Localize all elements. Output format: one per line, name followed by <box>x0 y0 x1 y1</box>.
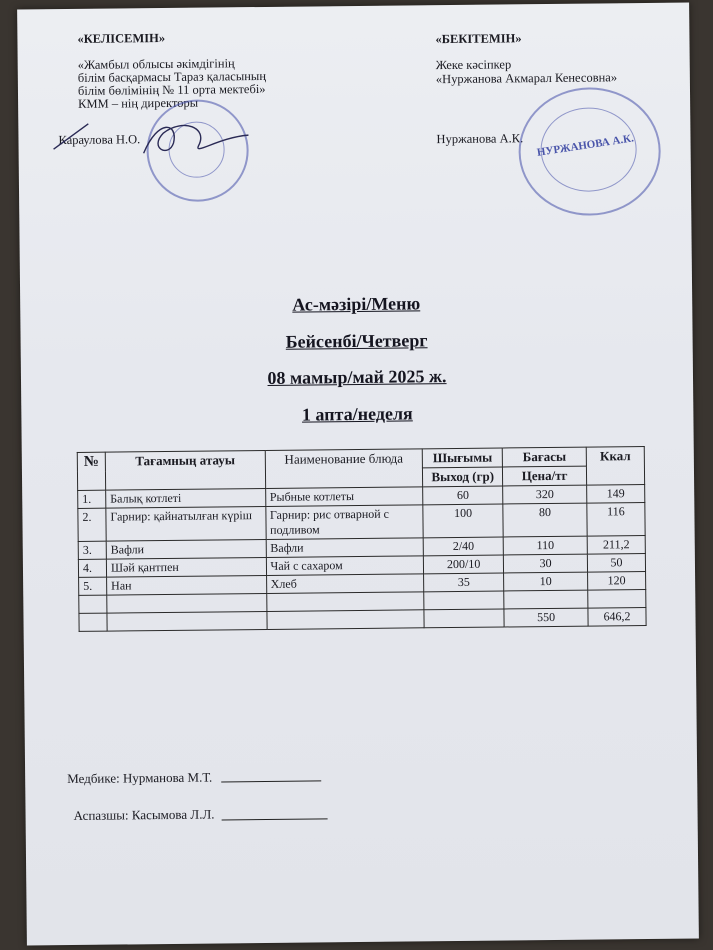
row-kcal: 116 <box>587 502 645 536</box>
cook-signature-label: Аспазшы: Касымова Л.Л. <box>73 806 215 823</box>
approval-left-signer: Караулова Н.О. <box>58 132 141 148</box>
title-day: Бейсенбі/Четверг <box>285 330 428 352</box>
row-kcal: 50 <box>587 553 645 572</box>
stamp-text: НУРЖАНОВА А.К. <box>536 132 635 159</box>
row-output: 200/10 <box>424 555 504 574</box>
row-kcal: 211,2 <box>587 535 645 554</box>
row-name-kz: Вафли <box>106 539 266 559</box>
menu-table <box>77 446 647 632</box>
approval-left-line1: «Жамбыл облысы әкімдігінің <box>77 56 235 72</box>
approval-left-heading: «КЕЛІСЕМІН» <box>77 30 166 46</box>
row-price: 10 <box>504 572 588 591</box>
row-no: 2. <box>78 508 106 541</box>
signature-left-icon <box>48 107 279 169</box>
row-kcal: 149 <box>587 484 645 503</box>
title-date: 08 мамыр/май 2025 ж. <box>267 366 447 388</box>
approval-right-heading: «БЕКІТЕМІН» <box>435 31 522 47</box>
title-menu: Ас-мәзірі/Меню <box>292 293 421 315</box>
row-no: 4. <box>78 559 106 577</box>
row-no: 1. <box>78 490 106 508</box>
row-no: 5. <box>79 577 107 595</box>
approval-right-signer: Нуржанова А.К. <box>436 131 524 147</box>
row-name-kz: Балық котлеті <box>106 488 266 508</box>
row-name-ru: Хлеб <box>266 574 424 594</box>
row-output: 2/40 <box>423 537 503 556</box>
approval-right-line2: «Нуржанова Акмарал Кенесовна» <box>435 70 618 87</box>
total-price: 550 <box>504 608 588 627</box>
row-price: 320 <box>503 485 587 504</box>
row-name-ru: Рыбные котлеты <box>265 487 423 507</box>
row-output: 100 <box>423 504 503 538</box>
row-price: 80 <box>503 503 587 537</box>
row-name-ru: Гарнир: рис отварной с подливом <box>265 505 423 540</box>
row-name-kz: Шәй қантпен <box>106 557 266 577</box>
title-week: 1 апта/неделя <box>301 403 413 425</box>
row-output: 35 <box>424 573 504 592</box>
row-price: 110 <box>503 536 587 555</box>
total-kcal: 646,2 <box>588 607 646 626</box>
header-price-ru: Цена/тг <box>503 466 587 486</box>
nurse-signature-line <box>221 780 321 782</box>
header-name-ru: Наименование блюда <box>265 449 423 489</box>
header-name-kz: Тағамның атауы <box>105 450 265 490</box>
header-kcal: Ккал <box>586 447 644 486</box>
approval-left-line4: КММ – нің директоры <box>78 95 199 111</box>
row-name-ru: Вафли <box>266 538 424 558</box>
row-name-kz: Гарнир: қайнатылған күріш <box>106 506 266 541</box>
header-price-kz: Бағасы <box>502 447 586 467</box>
header-output-ru: Выход (гр) <box>423 467 503 487</box>
row-kcal: 120 <box>588 571 646 590</box>
menu-document <box>17 3 699 946</box>
nurse-signature-label: Медбике: Нурманова М.Т. <box>67 769 213 787</box>
approval-right-line1: Жеке кәсіпкер <box>435 57 512 73</box>
header-output-kz: Шығымы <box>422 448 502 468</box>
approval-left-line2: білім басқармасы Тараз қаласының <box>77 68 267 85</box>
row-no: 3. <box>78 541 106 559</box>
row-output: 60 <box>423 486 503 505</box>
row-name-ru: Чай с сахаром <box>266 556 424 576</box>
approval-left-line3: білім бөлімінің № 11 орта мектебі» <box>77 81 266 98</box>
row-price: 30 <box>504 554 588 573</box>
header-no: № <box>77 452 105 490</box>
row-name-kz: Нан <box>107 575 267 595</box>
cook-signature-line <box>222 818 328 820</box>
